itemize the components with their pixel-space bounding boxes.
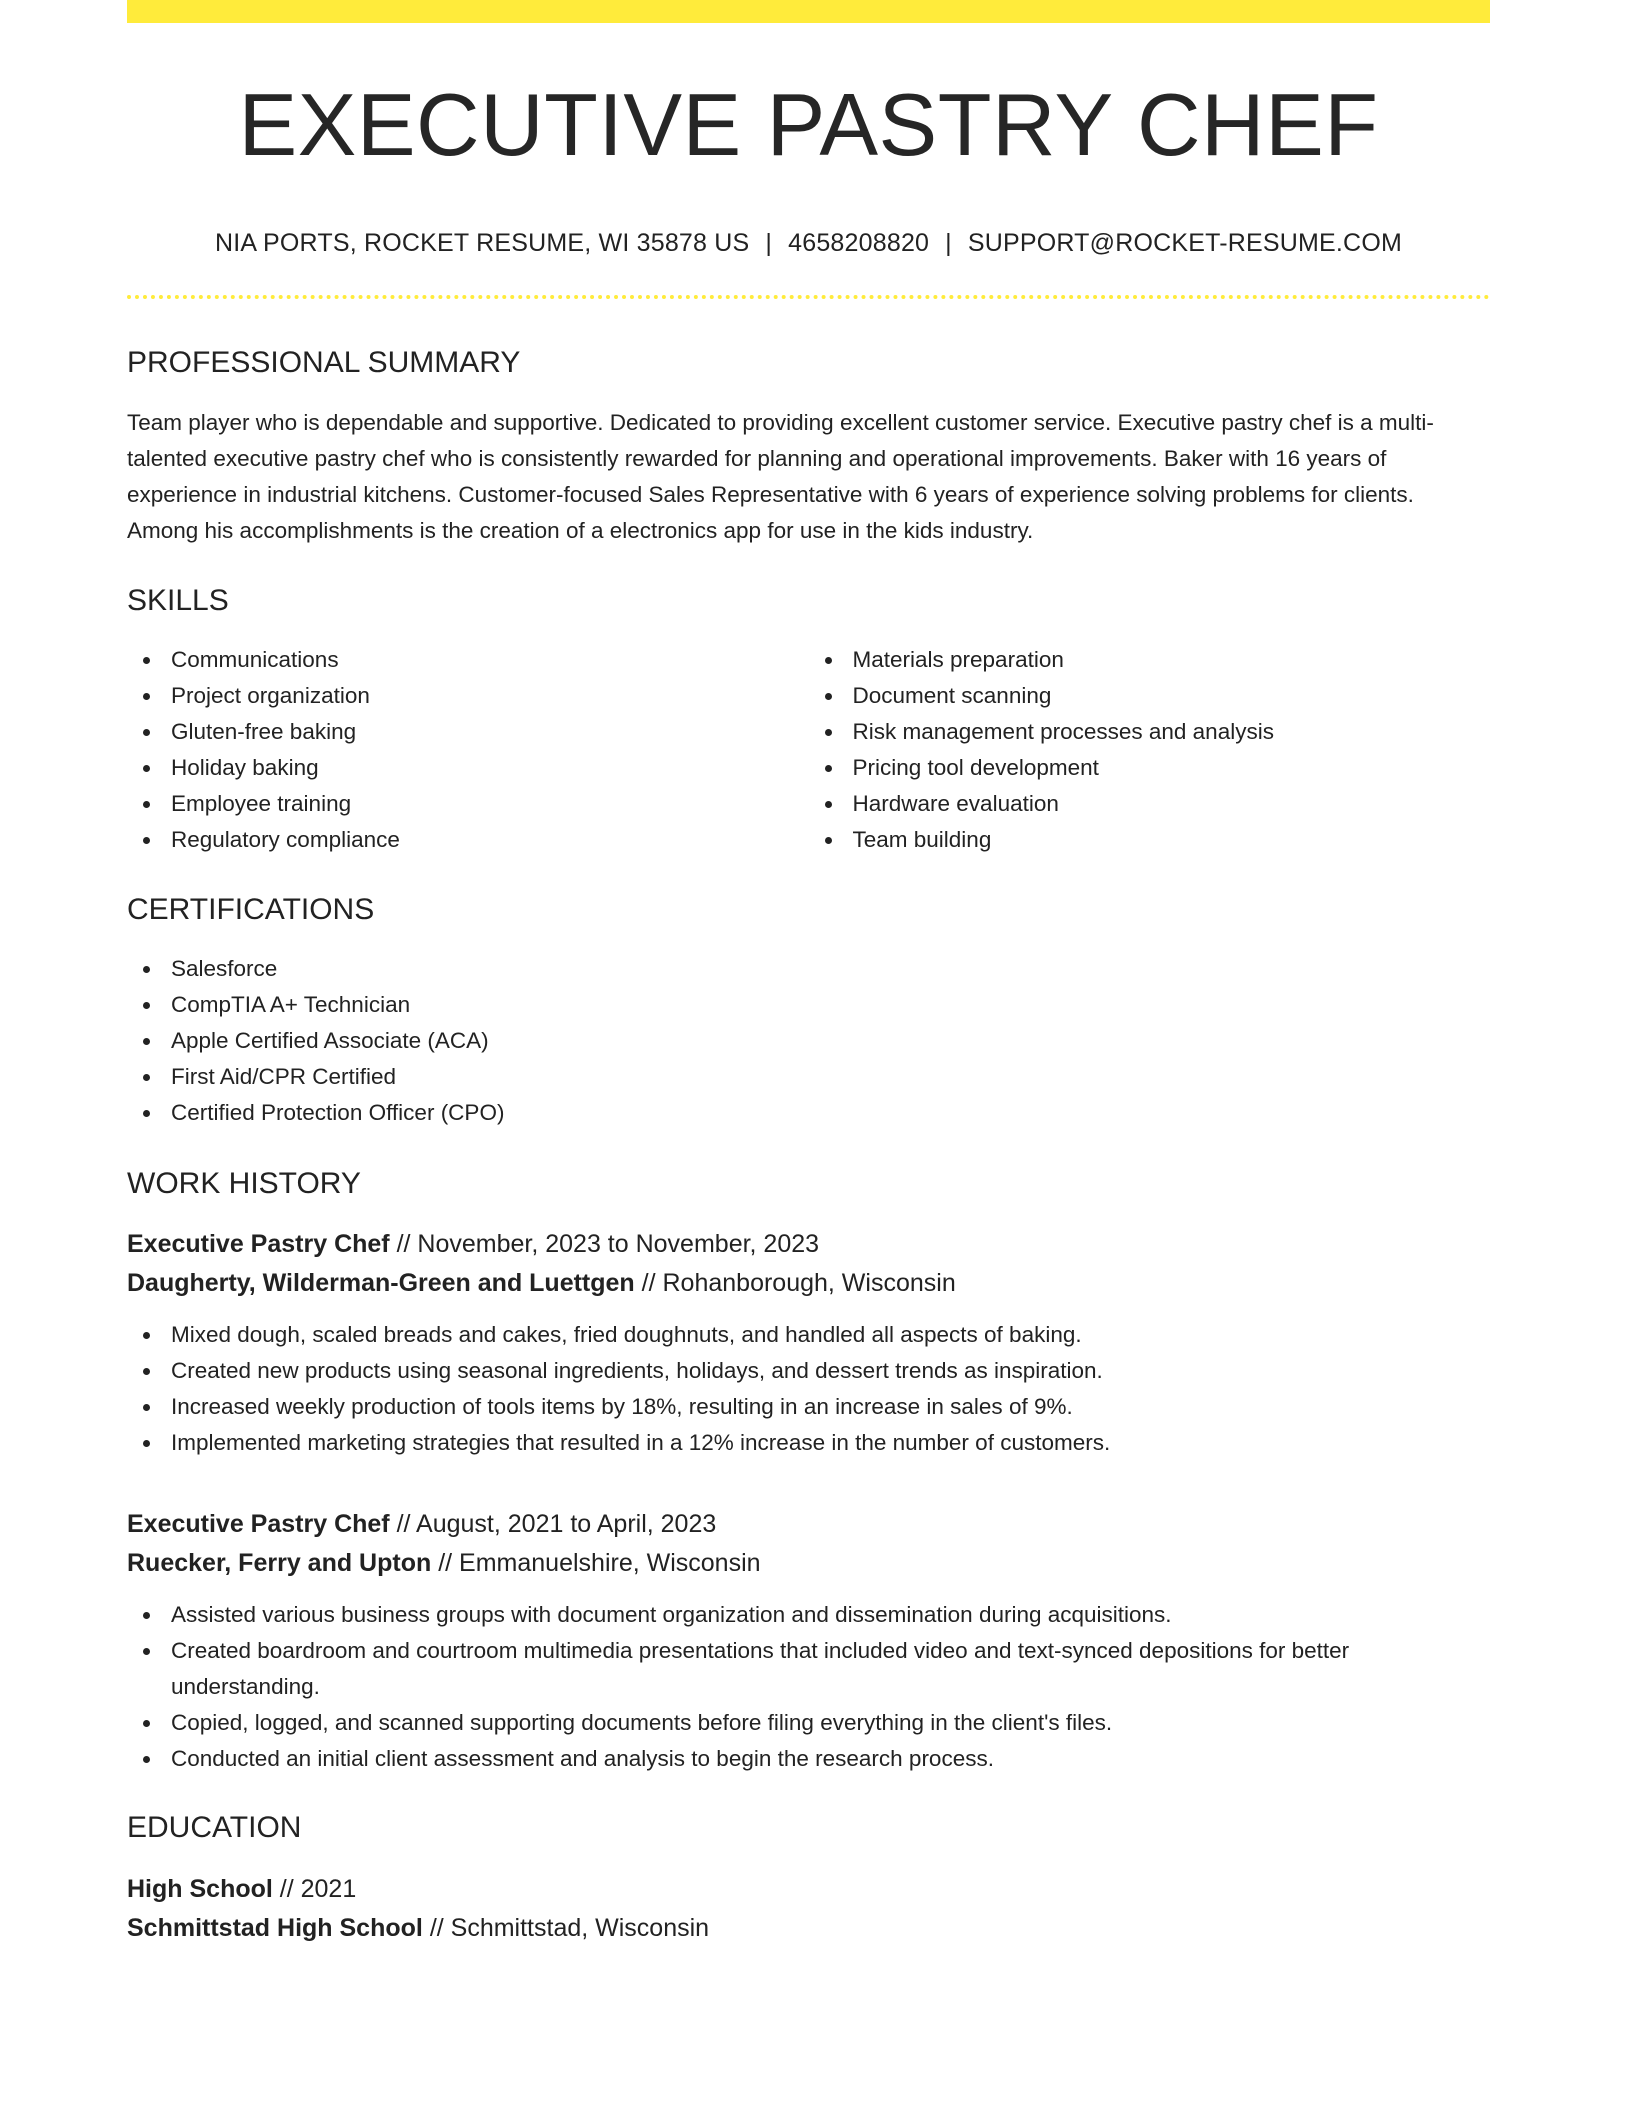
resume-page [127,0,1490,1948]
contact-line [127,231,1490,256]
list-item: Communications [171,642,809,678]
certifications-heading: CERTIFICATIONS [127,893,375,926]
job-company: Daugherty, Wilderman-Green and Luettgen [127,1269,635,1297]
list-item: Gluten-free baking [171,714,809,750]
contact-separator: | [765,229,773,257]
work-history-section [127,1169,1490,1777]
list-item: Salesforce [171,951,1490,987]
job-bullets [127,1317,1490,1461]
dotted-divider [127,295,1490,299]
job-title-line [127,1225,1490,1264]
list-item: Conducted an initial client assessment and analysis to begin the research process. [171,1741,1490,1777]
job-entry [127,1225,1490,1461]
contact-separator: | [945,229,952,257]
list-item: Pricing tool development [853,750,1491,786]
list-item: Assisted various business groups with document organization and dissemination during acquisitions. [171,1597,1490,1633]
accent-bar [127,0,1490,23]
job-entry [127,1505,1490,1777]
list-item: Materials preparation [853,642,1491,678]
list-item: Document scanning [853,678,1491,714]
job-location: // Emmanuelshire, Wisconsin [438,1549,761,1577]
job-dates: // November, 2023 to November, 2023 [396,1230,820,1258]
skills-grid [127,642,1490,858]
summary-section [127,348,1490,549]
list-item: Regulatory compliance [171,822,809,858]
job-dates: // August, 2021 to April, 2023 [396,1510,717,1538]
contact-phone: 4658208820 [788,229,930,257]
list-item: Created new products using seasonal ingredients, holidays, and dessert trends as inspiration. [171,1353,1490,1389]
education-heading: EDUCATION [127,1811,302,1844]
education-school-line [127,1909,1490,1948]
contact-address: NIA PORTS, ROCKET RESUME, WI 35878 US [215,229,750,257]
list-item: First Aid/CPR Certified [171,1059,1490,1095]
education-year: // 2021 [279,1875,357,1903]
job-company-line [127,1544,1490,1583]
skills-section [127,586,1490,858]
job-location: // Rohanborough, Wisconsin [641,1269,956,1297]
education-school: Schmittstad High School [127,1914,423,1942]
list-item: Employee training [171,786,809,822]
skills-list-left [127,642,809,858]
skills-heading: SKILLS [127,584,229,617]
job-title: Executive Pastry Chef [127,1510,390,1538]
list-item: Team building [853,822,1491,858]
work-history-heading: WORK HISTORY [127,1167,361,1200]
education-section [127,1813,1490,1948]
list-item: Created boardroom and courtroom multimedia presentations that included video and text-synced depositions for better understanding. [171,1633,1490,1705]
list-item: Increased weekly production of tools items by 18%, resulting in an increase in sales of 9%. [171,1389,1490,1425]
job-company: Ruecker, Ferry and Upton [127,1549,432,1577]
list-item: Apple Certified Associate (ACA) [171,1023,1490,1059]
education-degree-line [127,1870,1490,1909]
list-item: Implemented marketing strategies that resulted in a 12% increase in the number of customers. [171,1425,1490,1461]
summary-text: Team player who is dependable and supportive. Dedicated to providing excellent customer service. Executive pastry chef is a multi-talented executive pastry chef who is consistently rewarded for planning and operational improvements. Baker with 16 years of experience in industrial kitchens. Customer-focused Sales Representative with 6 years of experience solving problems for clients. Among his accomplishments is the creation of a electronics app for use in the kids industry. [127,410,1434,543]
page-title: EXECUTIVE PASTRY CHEF [238,75,1379,174]
certifications-list [127,951,1490,1131]
education-location: // Schmittstad, Wisconsin [429,1914,710,1942]
list-item: Copied, logged, and scanned supporting documents before filing everything in the client's files. [171,1705,1490,1741]
certifications-section [127,895,1490,1131]
list-item: Certified Protection Officer (CPO) [171,1095,1490,1131]
summary-heading: PROFESSIONAL SUMMARY [127,346,521,379]
job-title: Executive Pastry Chef [127,1230,390,1258]
list-item: Holiday baking [171,750,809,786]
education-degree: High School [127,1875,273,1903]
list-item: Hardware evaluation [853,786,1491,822]
skills-list-right [809,642,1491,858]
job-bullets [127,1597,1490,1777]
job-title-line [127,1505,1490,1544]
list-item: Risk management processes and analysis [853,714,1491,750]
list-item: Project organization [171,678,809,714]
list-item: CompTIA A+ Technician [171,987,1490,1023]
list-item: Mixed dough, scaled breads and cakes, fried doughnuts, and handled all aspects of baking. [171,1317,1490,1353]
education-entry [127,1870,1490,1948]
contact-email: SUPPORT@ROCKET-RESUME.COM [967,229,1402,257]
job-company-line [127,1264,1490,1303]
